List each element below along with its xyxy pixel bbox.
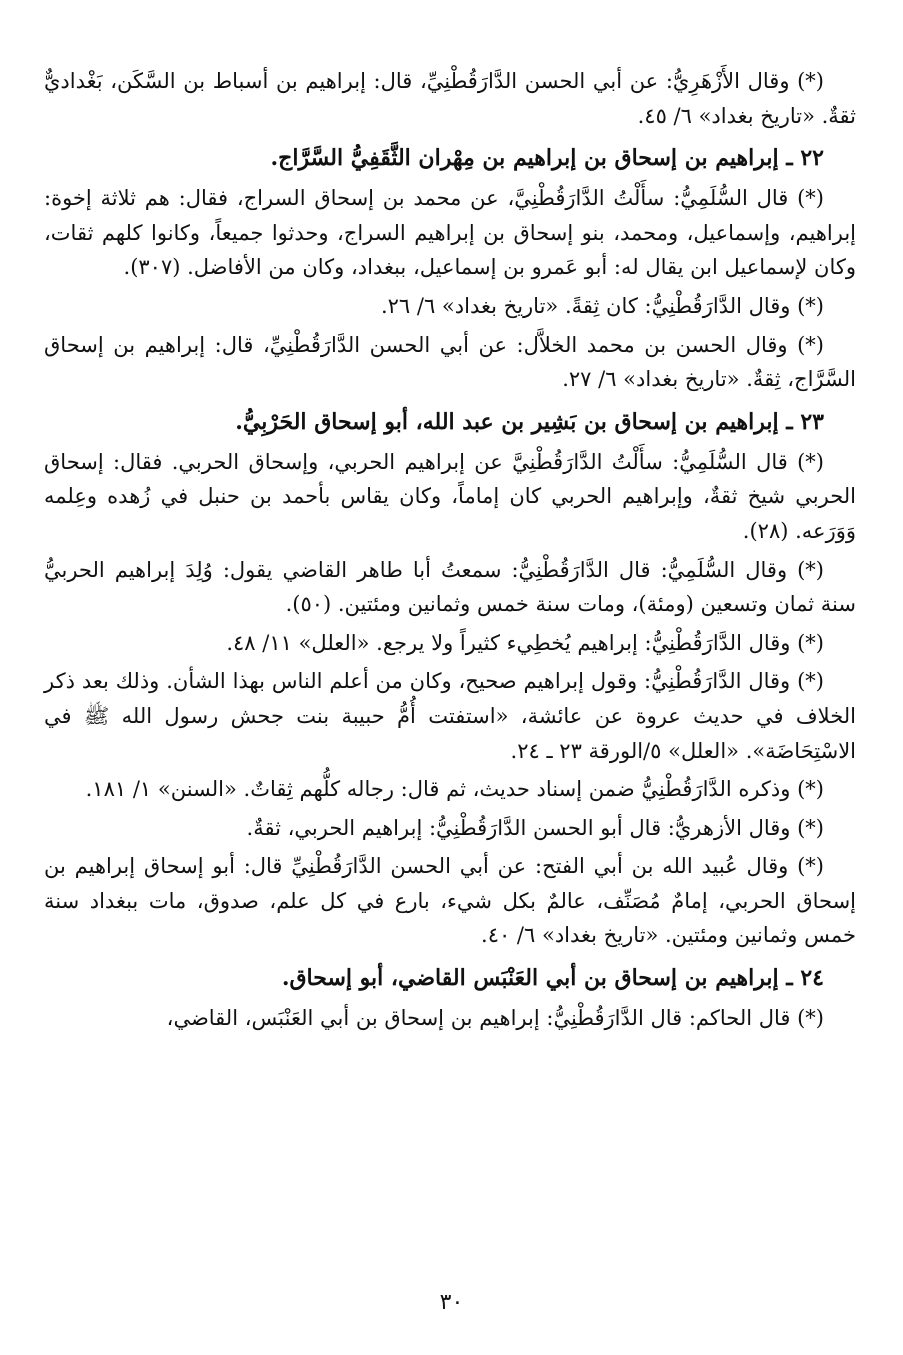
paragraph: (*) وقال الحسن بن محمد الخلاَّل: عن أبي الحسن الدَّارَقُطْنِيِّ، قال: إبراهيم بن إسحاق السَّرَّاج، ثِقةٌ. «تاريخ بغداد» ٦/ ٢٧. bbox=[44, 332, 856, 392]
paragraph: (*) وذكره الدَّارَقُطْنِيُّ ضمن إسناد حديث، ثم قال: رجاله كلُّهم ثِقاتٌ. «السنن» ١/ ١٨١. bbox=[85, 777, 824, 802]
paragraph: (*) وقال الدَّارَقُطْنِيُّ: وقول إبراهيم صحيح، وكان من أعلم الناس بهذا الشأن. وذلك بعد ذكر الخلاف في حديث عروة عن عائشة، «استفتت أُمُّ حبيبة بنت جحش رسول الله ﷺ في الاسْتِحَاضَة». «العلل» ٥/الورقة ٢٣ ـ ٢٤. bbox=[44, 669, 856, 763]
entry-heading-22: ٢٢ ـ إبراهيم بن إسحاق بن إبراهيم بن مِهْران الثَّقَفِيُّ السَّرَّاج. bbox=[270, 145, 824, 172]
paragraph: (*) وقال الدَّارَقُطْنِيُّ: إبراهيم يُخطِيء كثيراً ولا يرجع. «العلل» ١١/ ٤٨. bbox=[226, 630, 824, 655]
paragraph: (*) وقال السُّلَمِيُّ: قال الدَّارَقُطْنِيُّ: سمعتُ أبا طاهر القاضي يقول: وُلِدَ إبراهيم الحربيُّ سنة ثمان وتسعين (ومئة)، ومات سنة خمس وثمانين ومئتين. (٥٠). bbox=[44, 557, 856, 617]
paragraph: (*) قال السُّلَمِيُّ: سأَلْتُ الدَّارَقُطْنِيَّ عن إبراهيم الحربي، وإسحاق الحربي. فقال: إسحاق الحربي شيخ ثقةٌ، وإبراهيم الحربي كان إماماً، وكان يقاس بأحمد بن حنبل في زُهده وعِلمه وَوَرَعه. (٢٨). bbox=[44, 449, 856, 543]
entry-heading-23: ٢٣ ـ إبراهيم بن إسحاق بن بَشِير بن عبد الله، أبو إسحاق الحَرْبِيُّ. bbox=[235, 408, 824, 435]
entry-heading-24: ٢٤ ـ إبراهيم بن إسحاق بن أبي العَنْبَس القاضي، أبو إسحاق. bbox=[281, 965, 824, 992]
page-number: ٣٠ bbox=[439, 1290, 464, 1315]
paragraph: (*) وقال الدَّارَقُطْنِيُّ: كان ثِقةً. «تاريخ بغداد» ٦/ ٢٦. bbox=[380, 293, 824, 318]
paragraph: (*) وقال الأَزْهَرِيُّ: عن أبي الحسن الدَّارَقُطْنِيِّ، قال: إبراهيم بن أسباط بن السَّكَن، بَغْداديٌّ ثقةٌ. «تاريخ بغداد» ٦/ ٤٥. bbox=[44, 69, 856, 128]
paragraph: (*) قال الحاكم: قال الدَّارَقُطْنِيُّ: إبراهيم بن إسحاق بن أبي العَنْبَس، القاضي، bbox=[166, 1006, 824, 1031]
paragraph: (*) قال السُّلَمِيُّ: سأَلْتُ الدَّارَقُطْنِيَّ، عن محمد بن إسحاق السراج، فقال: هم ثلاثة إخوة: إبراهيم، وإسماعيل، ومحمد، بنو إسحاق بن إبراهيم السراج، وحدثوا جميعاً، وكانوا كلهم ثقات، وكان لإسماعيل ابن يقال له: أبو عَمرو بن إسماعيل، ببغداد، وكان من الأفاضل. (٣٠٧). bbox=[44, 186, 856, 280]
paragraph: (*) وقال عُبيد الله بن أبي الفتح: عن أبي الحسن الدَّارَقُطْنِيِّ قال: أبو إسحاق إبراهيم بن إسحاق الحربي، إمامٌ مُصَنِّف، عالمٌ بكل شيء، بارع في كل علم، صدوق، مات ببغداد سنة خمس وثمانين ومئتين. «تاريخ بغداد» ٦/ ٤٠. bbox=[44, 854, 856, 948]
paragraph: (*) وقال الأزهريُّ: قال أبو الحسن الدَّارَقُطْنِيُّ: إبراهيم الحربي، ثقةٌ. bbox=[246, 815, 824, 840]
page-body bbox=[44, 64, 856, 1040]
